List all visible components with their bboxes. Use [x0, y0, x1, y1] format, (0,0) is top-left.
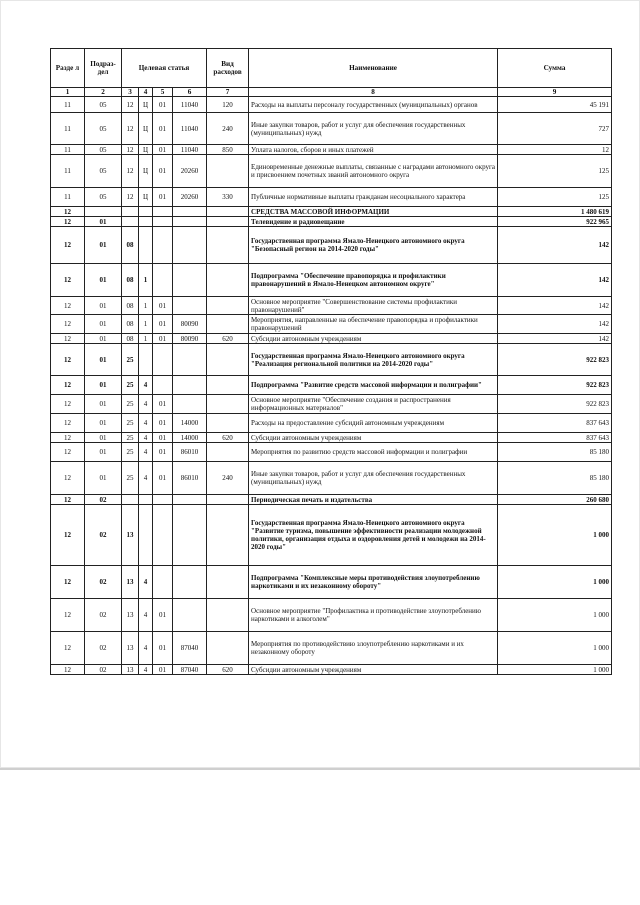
cell-program: 12: [122, 145, 139, 155]
cell-podrazdel: 05: [85, 97, 122, 113]
cell-program: 25: [122, 462, 139, 495]
table-row: [51, 264, 612, 297]
cell-name: Периодическая печать и издательства: [249, 495, 498, 505]
cell-razdel: 12: [51, 264, 85, 297]
cell-program: 12: [122, 113, 139, 145]
cell-razdel: 12: [51, 599, 85, 632]
cell-expense-type: [207, 155, 249, 188]
cell-razdel: 12: [51, 665, 85, 675]
cell-event: 01: [153, 433, 173, 443]
cell-name: Государственная программа Ямало-Ненецкого автономного округа "Безопасный регион на 2014-2020 годы": [249, 227, 498, 264]
cell-program: 08: [122, 334, 139, 344]
cell-sum: 1 000: [498, 632, 612, 665]
cell-expense-type: 850: [207, 145, 249, 155]
cell-direction: [173, 264, 207, 297]
cell-program: 08: [122, 227, 139, 264]
cell-direction: 86010: [173, 443, 207, 462]
cell-podrazdel: 01: [85, 334, 122, 344]
cell-expense-type: [207, 227, 249, 264]
cell-direction: 14000: [173, 414, 207, 433]
cell-event: 01: [153, 414, 173, 433]
cell-subprogram: 1: [139, 264, 153, 297]
cell-expense-type: [207, 505, 249, 566]
cell-subprogram: 4: [139, 665, 153, 675]
cell-razdel: 12: [51, 433, 85, 443]
cell-program: 25: [122, 443, 139, 462]
cell-razdel: 12: [51, 443, 85, 462]
cell-sum: 142: [498, 297, 612, 315]
cell-subprogram: [139, 227, 153, 264]
cell-name: Телевидение и радиовещание: [249, 217, 498, 227]
cell-subprogram: 1: [139, 297, 153, 315]
cell-expense-type: [207, 376, 249, 395]
cell-direction: 80090: [173, 315, 207, 334]
cell-sum: 922 965: [498, 217, 612, 227]
cell-direction: [173, 217, 207, 227]
cell-name: Мероприятия по развитию средств массовой информации и полиграфии: [249, 443, 498, 462]
cell-name: Основное мероприятие "Профилактика и противодействие злоупотреблению наркотиками и алкоголем": [249, 599, 498, 632]
cell-sum: 922 823: [498, 344, 612, 376]
cell-event: 01: [153, 599, 173, 632]
col-number: 4: [139, 88, 153, 97]
column-number-row: [51, 88, 612, 97]
cell-expense-type: [207, 632, 249, 665]
cell-expense-type: [207, 264, 249, 297]
cell-razdel: 12: [51, 315, 85, 334]
cell-program: 12: [122, 155, 139, 188]
cell-name: Субсидии автономным учреждениям: [249, 433, 498, 443]
cell-event: [153, 505, 173, 566]
cell-podrazdel: 05: [85, 145, 122, 155]
table-row: [51, 188, 612, 207]
cell-podrazdel: 01: [85, 443, 122, 462]
cell-subprogram: 4: [139, 599, 153, 632]
cell-sum: 922 823: [498, 395, 612, 414]
cell-subprogram: 4: [139, 376, 153, 395]
cell-name: СРЕДСТВА МАССОВОЙ ИНФОРМАЦИИ: [249, 207, 498, 217]
cell-name: Мероприятия по противодействию злоупотреблению наркотиками и их незаконному обороту: [249, 632, 498, 665]
cell-name: Мероприятия, направленные на обеспечение правопорядка и профилактики правонарушений: [249, 315, 498, 334]
cell-podrazdel: 05: [85, 113, 122, 145]
cell-name: Государственная программа Ямало-Ненецкого автономного округа "Реализация региональной политики на 2014-2020 годы": [249, 344, 498, 376]
cell-direction: [173, 227, 207, 264]
cell-program: 12: [122, 97, 139, 113]
cell-subprogram: 4: [139, 414, 153, 433]
cell-expense-type: [207, 443, 249, 462]
cell-name: Субсидии автономным учреждениям: [249, 665, 498, 675]
cell-name: Подпрограмма "Обеспечение правопорядка и профилактики правонарушений в Ямало-Ненецком автономном округе": [249, 264, 498, 297]
cell-program: 25: [122, 344, 139, 376]
cell-direction: [173, 505, 207, 566]
header-row: [51, 49, 612, 88]
col-number: 1: [51, 88, 85, 97]
cell-subprogram: 4: [139, 462, 153, 495]
cell-event: [153, 566, 173, 599]
cell-name: Иные закупки товаров, работ и услуг для обеспечения государственных (муниципальных) нужд: [249, 462, 498, 495]
cell-direction: 11040: [173, 145, 207, 155]
cell-program: 08: [122, 315, 139, 334]
cell-podrazdel: 02: [85, 599, 122, 632]
cell-event: [153, 217, 173, 227]
cell-razdel: 12: [51, 462, 85, 495]
cell-expense-type: [207, 599, 249, 632]
cell-expense-type: [207, 495, 249, 505]
cell-podrazdel: 01: [85, 433, 122, 443]
cell-event: [153, 264, 173, 297]
cell-direction: [173, 566, 207, 599]
cell-sum: 1 000: [498, 599, 612, 632]
cell-subprogram: Ц: [139, 188, 153, 207]
cell-name: Публичные нормативные выплаты гражданам несоциального характера: [249, 188, 498, 207]
table-row: [51, 395, 612, 414]
cell-program: 25: [122, 376, 139, 395]
cell-event: 01: [153, 395, 173, 414]
header-razdel: Разде л: [51, 49, 85, 88]
cell-razdel: 12: [51, 344, 85, 376]
cell-event: 01: [153, 97, 173, 113]
table-row: [51, 155, 612, 188]
cell-program: 25: [122, 395, 139, 414]
cell-event: 01: [153, 632, 173, 665]
table-row: [51, 566, 612, 599]
col-number: 6: [173, 88, 207, 97]
cell-sum: 12: [498, 145, 612, 155]
cell-subprogram: 4: [139, 395, 153, 414]
cell-expense-type: [207, 414, 249, 433]
cell-direction: [173, 297, 207, 315]
cell-program: 13: [122, 505, 139, 566]
cell-expense-type: [207, 566, 249, 599]
cell-razdel: 12: [51, 566, 85, 599]
cell-subprogram: Ц: [139, 113, 153, 145]
cell-event: 01: [153, 665, 173, 675]
cell-podrazdel: 02: [85, 632, 122, 665]
cell-podrazdel: 01: [85, 376, 122, 395]
cell-podrazdel: 02: [85, 505, 122, 566]
cell-name: Иные закупки товаров, работ и услуг для обеспечения государственных (муниципальных) нужд: [249, 113, 498, 145]
header-name: Наименование: [249, 49, 498, 88]
cell-event: 01: [153, 113, 173, 145]
cell-podrazdel: 01: [85, 414, 122, 433]
cell-expense-type: 240: [207, 113, 249, 145]
cell-event: [153, 495, 173, 505]
cell-direction: [173, 495, 207, 505]
cell-subprogram: [139, 207, 153, 217]
cell-sum: 85 180: [498, 443, 612, 462]
cell-program: [122, 217, 139, 227]
cell-razdel: 11: [51, 113, 85, 145]
cell-expense-type: [207, 344, 249, 376]
cell-expense-type: [207, 315, 249, 334]
cell-razdel: 12: [51, 334, 85, 344]
table-row: [51, 414, 612, 433]
cell-direction: 80090: [173, 334, 207, 344]
cell-subprogram: [139, 505, 153, 566]
cell-program: 25: [122, 433, 139, 443]
cell-name: Уплата налогов, сборов и иных платежей: [249, 145, 498, 155]
table-row: [51, 297, 612, 315]
cell-sum: 125: [498, 155, 612, 188]
table-row: [51, 315, 612, 334]
table-row: [51, 505, 612, 566]
cell-podrazdel: 01: [85, 344, 122, 376]
cell-program: 25: [122, 414, 139, 433]
cell-event: [153, 207, 173, 217]
cell-razdel: 12: [51, 632, 85, 665]
cell-sum: 727: [498, 113, 612, 145]
cell-event: [153, 344, 173, 376]
cell-subprogram: 1: [139, 315, 153, 334]
cell-razdel: 12: [51, 217, 85, 227]
cell-name: Единовременные денежные выплаты, связанные с наградами автономного округа и присвоением почетных званий автономного округа: [249, 155, 498, 188]
cell-name: Расходы на выплаты персоналу государственных (муниципальных) органов: [249, 97, 498, 113]
cell-subprogram: 4: [139, 433, 153, 443]
cell-razdel: 11: [51, 188, 85, 207]
table-row: [51, 344, 612, 376]
cell-razdel: 11: [51, 97, 85, 113]
cell-direction: 87040: [173, 665, 207, 675]
header-podrazdel: Подраз- дел: [85, 49, 122, 88]
cell-expense-type: [207, 297, 249, 315]
cell-direction: [173, 344, 207, 376]
cell-sum: 45 191: [498, 97, 612, 113]
cell-sum: 142: [498, 227, 612, 264]
table-row: [51, 462, 612, 495]
cell-program: [122, 495, 139, 505]
cell-razdel: 11: [51, 145, 85, 155]
table-row: [51, 217, 612, 227]
cell-expense-type: 330: [207, 188, 249, 207]
col-number: 8: [249, 88, 498, 97]
cell-event: 01: [153, 188, 173, 207]
cell-subprogram: Ц: [139, 97, 153, 113]
cell-subprogram: Ц: [139, 145, 153, 155]
cell-razdel: 12: [51, 227, 85, 264]
cell-subprogram: [139, 495, 153, 505]
cell-name: Субсидии автономным учреждениям: [249, 334, 498, 344]
cell-podrazdel: 05: [85, 155, 122, 188]
cell-sum: 837 643: [498, 433, 612, 443]
col-number: 7: [207, 88, 249, 97]
cell-podrazdel: 01: [85, 227, 122, 264]
cell-event: 01: [153, 155, 173, 188]
cell-podrazdel: [85, 207, 122, 217]
cell-event: [153, 376, 173, 395]
cell-sum: 142: [498, 334, 612, 344]
cell-sum: 1 480 619: [498, 207, 612, 217]
cell-subprogram: 1: [139, 334, 153, 344]
cell-podrazdel: 01: [85, 315, 122, 334]
cell-podrazdel: 02: [85, 495, 122, 505]
header-sum: Сумма: [498, 49, 612, 88]
cell-name: Основное мероприятие "Совершенствование системы профилактики правонарушений": [249, 297, 498, 315]
cell-program: 08: [122, 264, 139, 297]
cell-podrazdel: 01: [85, 217, 122, 227]
cell-event: 01: [153, 443, 173, 462]
cell-expense-type: 620: [207, 665, 249, 675]
cell-razdel: 12: [51, 495, 85, 505]
cell-podrazdel: 01: [85, 264, 122, 297]
col-number: 9: [498, 88, 612, 97]
cell-podrazdel: 02: [85, 665, 122, 675]
cell-razdel: 12: [51, 376, 85, 395]
cell-event: 01: [153, 334, 173, 344]
cell-sum: 1 000: [498, 505, 612, 566]
cell-sum: 142: [498, 264, 612, 297]
cell-event: 01: [153, 297, 173, 315]
table-row: [51, 665, 612, 675]
cell-event: [153, 227, 173, 264]
cell-expense-type: [207, 207, 249, 217]
cell-name: Подпрограмма "Комплексные меры противодействия злоупотреблению наркотиками и их незаконному обороту": [249, 566, 498, 599]
cell-event: 01: [153, 462, 173, 495]
table-row: [51, 433, 612, 443]
table-row: [51, 113, 612, 145]
cell-razdel: 12: [51, 297, 85, 315]
cell-direction: 87040: [173, 632, 207, 665]
cell-expense-type: 620: [207, 433, 249, 443]
cell-sum: 260 680: [498, 495, 612, 505]
cell-program: 13: [122, 632, 139, 665]
table-row: [51, 207, 612, 217]
table-row: [51, 495, 612, 505]
cell-direction: [173, 599, 207, 632]
cell-sum: 922 823: [498, 376, 612, 395]
cell-direction: 14000: [173, 433, 207, 443]
cell-name: Государственная программа Ямало-Ненецкого автономного округа "Развитие туризма, повышение эффективности реализации молодежной политики, организация отдыха и оздоровления детей и молодежи на 2014-2020 годы": [249, 505, 498, 566]
cell-program: 13: [122, 599, 139, 632]
cell-program: 08: [122, 297, 139, 315]
cell-direction: [173, 395, 207, 414]
cell-subprogram: [139, 344, 153, 376]
cell-subprogram: 4: [139, 443, 153, 462]
cell-name: Подпрограмма "Развитие средств массовой информации и полиграфии": [249, 376, 498, 395]
cell-direction: [173, 376, 207, 395]
table-row: [51, 145, 612, 155]
cell-podrazdel: 01: [85, 395, 122, 414]
cell-name: Основное мероприятие "Обеспечение создания и распространения информационных материалов": [249, 395, 498, 414]
cell-sum: 142: [498, 315, 612, 334]
cell-direction: 20260: [173, 188, 207, 207]
table-row: [51, 376, 612, 395]
col-number: 5: [153, 88, 173, 97]
cell-podrazdel: 05: [85, 188, 122, 207]
cell-program: [122, 207, 139, 217]
cell-razdel: 12: [51, 207, 85, 217]
cell-expense-type: [207, 395, 249, 414]
table-row: [51, 97, 612, 113]
cell-expense-type: 240: [207, 462, 249, 495]
table-row: [51, 632, 612, 665]
cell-event: 01: [153, 315, 173, 334]
cell-direction: 11040: [173, 97, 207, 113]
cell-program: 13: [122, 566, 139, 599]
col-number: 2: [85, 88, 122, 97]
cell-subprogram: [139, 217, 153, 227]
header-target-article: Целевая статья: [122, 49, 207, 88]
cell-podrazdel: 01: [85, 462, 122, 495]
table-body: [51, 97, 612, 675]
cell-program: 13: [122, 665, 139, 675]
cell-sum: 1 000: [498, 566, 612, 599]
cell-expense-type: 620: [207, 334, 249, 344]
budget-table: [50, 48, 612, 675]
cell-razdel: 12: [51, 414, 85, 433]
cell-sum: 85 180: [498, 462, 612, 495]
cell-sum: 1 000: [498, 665, 612, 675]
cell-expense-type: [207, 217, 249, 227]
table-row: [51, 599, 612, 632]
cell-sum: 837 643: [498, 414, 612, 433]
table-row: [51, 227, 612, 264]
cell-direction: 11040: [173, 113, 207, 145]
cell-subprogram: 4: [139, 632, 153, 665]
cell-podrazdel: 02: [85, 566, 122, 599]
cell-razdel: 12: [51, 395, 85, 414]
table-row: [51, 443, 612, 462]
cell-name: Расходы на предоставление субсидий автономным учреждениям: [249, 414, 498, 433]
cell-razdel: 11: [51, 155, 85, 188]
cell-subprogram: 4: [139, 566, 153, 599]
table-row: [51, 334, 612, 344]
cell-direction: [173, 207, 207, 217]
col-number: 3: [122, 88, 139, 97]
cell-program: 12: [122, 188, 139, 207]
cell-direction: 20260: [173, 155, 207, 188]
cell-podrazdel: 01: [85, 297, 122, 315]
cell-event: 01: [153, 145, 173, 155]
cell-sum: 125: [498, 188, 612, 207]
cell-razdel: 12: [51, 505, 85, 566]
header-expense-type: Вид расходов: [207, 49, 249, 88]
cell-subprogram: Ц: [139, 155, 153, 188]
cell-direction: 86010: [173, 462, 207, 495]
cell-expense-type: 120: [207, 97, 249, 113]
